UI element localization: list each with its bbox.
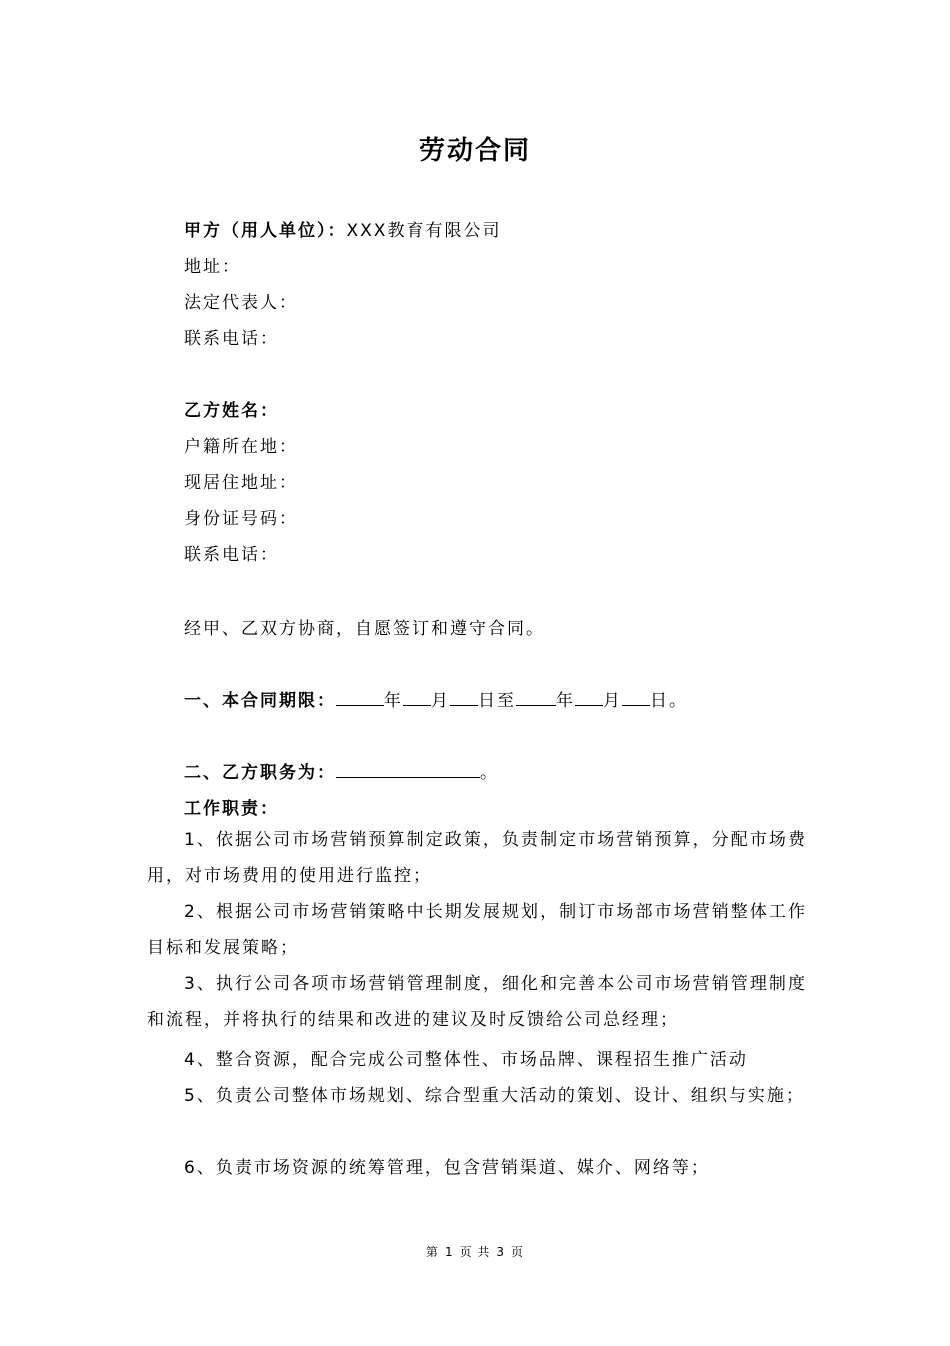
duty-item: 1、依据公司市场营销预算制定政策，负责制定市场营销预算，分配市场费用，对市场费用的使用进行监控； <box>147 830 807 886</box>
duty-item: 3、执行公司各项市场营销管理制度，细化和完善本公司市场营销管理制度和流程，并将执行的结果和改进的建议及时反馈给公司总经理； <box>147 974 807 1030</box>
duty-item: 6、负责市场资源的统筹管理，包含营销渠道、媒介、网络等； <box>184 1158 710 1178</box>
term-start-year-blank[interactable] <box>336 687 384 706</box>
party-a-label: 甲方（用人单位）： <box>184 221 347 241</box>
duties-heading: 工作职责： <box>184 799 279 819</box>
party-a-phone: 联系电话： <box>184 329 279 349</box>
agreement-text: 经甲、乙双方协商，自愿签订和遵守合同。 <box>184 619 545 639</box>
party-b-residence: 现居住地址： <box>184 473 298 493</box>
footer-mid: 页 共 <box>459 1245 491 1259</box>
party-a-representative: 法定代表人： <box>184 293 298 313</box>
position-line <box>184 758 499 783</box>
term-year-text: 年 <box>384 691 403 711</box>
term-start-day-blank[interactable] <box>450 687 478 706</box>
duty-item: 2、根据公司市场营销策略中长期发展规划，制订市场部市场营销整体工作目标和发展策略； <box>147 902 807 958</box>
footer-suffix: 页 <box>511 1245 525 1259</box>
position-label: 二、乙方职务为： <box>184 763 336 783</box>
term-month-text: 月 <box>431 691 450 711</box>
footer-page-number: 1 <box>444 1245 454 1259</box>
party-b-name: 乙方姓名： <box>184 401 279 421</box>
term-year2-text: 年 <box>556 691 575 711</box>
duty-item: 4、整合资源，配合完成公司整体性、市场品牌、课程招生推广活动 <box>184 1050 748 1070</box>
party-a-name: XXX教育有限公司 <box>346 221 502 241</box>
term-end-month-blank[interactable] <box>575 687 603 706</box>
term-day-to-text: 日至 <box>478 691 516 711</box>
position-end-text: 。 <box>480 763 499 783</box>
footer-page-total: 3 <box>496 1245 506 1259</box>
position-blank[interactable] <box>336 759 480 778</box>
party-a-address: 地址： <box>184 257 241 277</box>
party-a-line <box>184 216 501 241</box>
term-month2-text: 月 <box>603 691 622 711</box>
term-end-day-blank[interactable] <box>622 687 650 706</box>
footer-prefix: 第 <box>425 1245 439 1259</box>
party-b-hukou: 户籍所在地： <box>184 437 298 457</box>
term-end-year-blank[interactable] <box>516 687 556 706</box>
contract-term-line <box>184 686 688 711</box>
term-start-month-blank[interactable] <box>403 687 431 706</box>
contract-term-label: 一、本合同期限： <box>184 691 336 711</box>
page-title: 劳动合同 <box>418 136 531 166</box>
page-footer <box>0 1243 950 1260</box>
party-b-phone: 联系电话： <box>184 545 279 565</box>
term-day-end-text: 日。 <box>650 691 688 711</box>
duty-item: 5、负责公司整体市场规划、综合型重大活动的策划、设计、组织与实施； <box>184 1086 805 1106</box>
party-b-id-number: 身份证号码： <box>184 509 298 529</box>
